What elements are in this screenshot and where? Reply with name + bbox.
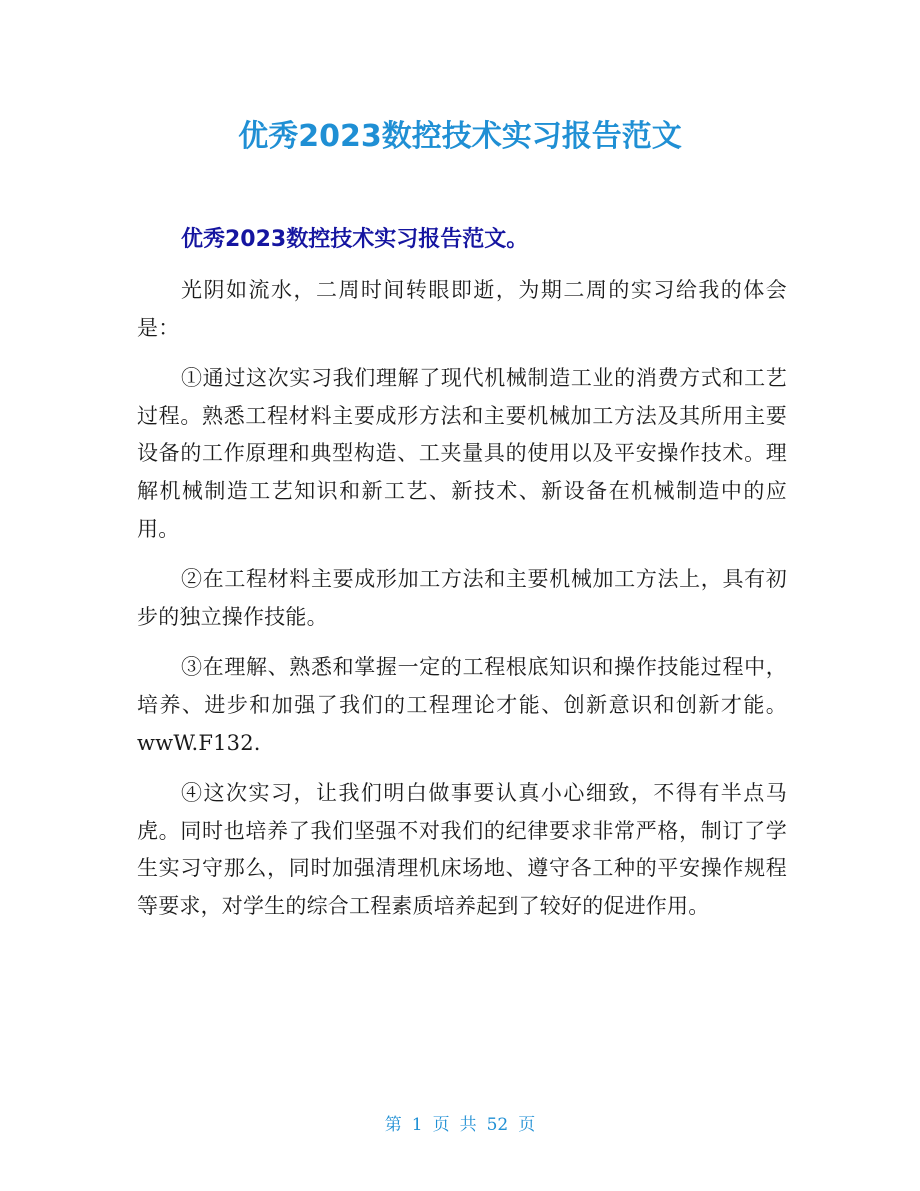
document-subtitle: 优秀2023数控技术实习报告范文。	[181, 227, 529, 252]
paragraph-point-3: ③在理解、熟悉和掌握一定的工程根底知识和操作技能过程中，培养、进步和加强了我们的工程理论才能、创新意识和创新才能。wwW.F132.	[137, 655, 787, 755]
paragraph-point-1: ①通过这次实习我们理解了现代机械制造工业的消费方式和工艺过程。熟悉工程材料主要成形方法和主要机械加工方法及其所用主要设备的工作原理和典型构造、工夹量具的使用以及平安操作技术。理解机械制造工艺知识和新工艺、新技术、新设备在机械制造中的应用。	[137, 366, 787, 541]
document-title: 优秀2023数控技术实习报告范文	[238, 119, 682, 154]
document-body	[137, 222, 787, 939]
footer-current-page: 1	[411, 1115, 423, 1135]
footer-page-prefix: 第	[384, 1115, 402, 1135]
footer-page-word: 页	[432, 1115, 450, 1135]
paragraph-point-2: ②在工程材料主要成形加工方法和主要机械加工方法上，具有初步的独立操作技能。	[137, 567, 787, 629]
paragraph-intro: 光阴如流水，二周时间转眼即逝，为期二周的实习给我的体会是：	[137, 278, 787, 340]
page-footer	[0, 1114, 920, 1136]
footer-total-prefix: 共	[459, 1115, 477, 1135]
paragraph-point-4: ④这次实习，让我们明白做事要认真小心细致，不得有半点马虎。同时也培养了我们坚强不对我们的纪律要求非常严格，制订了学生实习守那么，同时加强清理机床场地、遵守各工种的平安操作规程等要求，对学生的综合工程素质培养起到了较好的促进作用。	[137, 781, 787, 918]
footer-total-pages: 52	[486, 1115, 509, 1135]
footer-total-suffix: 页	[518, 1115, 536, 1135]
